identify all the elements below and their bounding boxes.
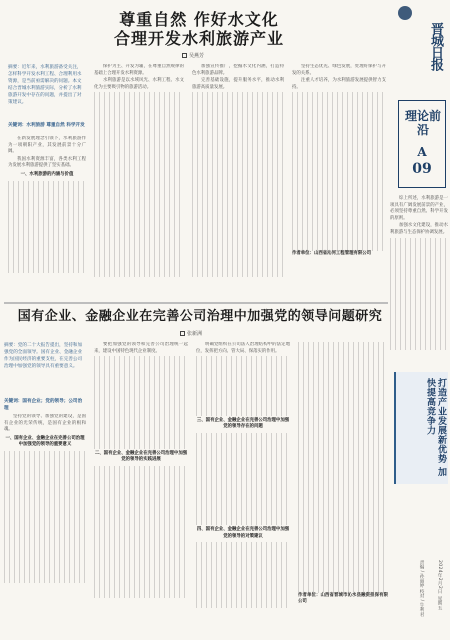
paragraph: 注重人才培养，为水利旅游发展提供智力支持。 xyxy=(292,78,386,90)
article2-column-4 xyxy=(298,342,388,636)
editor-credits: 责编 / 孙丽婷 校对 / 牛利君 xyxy=(419,560,424,617)
author-note: 作者单位：山西省晋城市沁水县融资担保有限公司 xyxy=(298,592,388,605)
sidebar-text-column xyxy=(390,196,448,350)
section-divider xyxy=(4,302,388,304)
byline-name: 张新洲 xyxy=(187,331,203,337)
paragraph: 水利旅游是以水域风光、水利工程、水文化为主要吸引物的旅游活动。 xyxy=(94,78,184,90)
article-water-tourism xyxy=(4,4,388,304)
paragraph: 要把加强党的领导和完善公司治理统一起来，建设中国特色现代企业制度。 xyxy=(94,342,188,354)
article1-column-3 xyxy=(192,64,284,302)
article1-byline xyxy=(182,52,204,59)
promo-text: 打造产业发展新优势 加快提高竞争力 xyxy=(425,378,446,477)
paragraph: 加强水文化建设，推动水利旅游与生态保护协调发展。 xyxy=(390,223,448,235)
byline-box-icon xyxy=(182,53,187,58)
paragraph: 我国水利资源丰富，各类水利工程为发展水利旅游提供了坚实基础。 xyxy=(8,156,86,169)
article2-byline xyxy=(180,330,202,337)
subheading: 一、水利旅游的内涵与价值 xyxy=(20,171,74,177)
right-sidebar xyxy=(390,0,450,640)
paragraph: 坚持党的领导、加强党的建设，是国有企业的光荣传统，是国有企业的根和魂。 xyxy=(4,414,86,433)
byline-box-icon xyxy=(180,331,185,336)
subheading: 二、国有企业、金融企业在完善公司治理中加强党的领导的实践进展 xyxy=(94,450,188,463)
article1-headline xyxy=(64,10,334,48)
author-note: 作者单位：山西省沁河工程管理有限公司 xyxy=(292,250,372,256)
masthead-title: 晋城日报 xyxy=(428,22,443,70)
headline-line1: 尊重自然 作好水文化 xyxy=(119,10,279,29)
paragraph: 保护为主、开发为辅，在尊重自然规律的基础上合理开发水利资源。 xyxy=(94,64,184,76)
paragraph: 综上所述，水利旅游是一项具有广阔发展前景的产业，必须坚持尊重自然、科学开发的原则。 xyxy=(390,196,448,221)
article2-headline: 国有企业、金融企业在完善公司治理中加强党的领导问题研究 xyxy=(17,309,383,324)
headline-line2: 合理开发水利旅游产业 xyxy=(113,29,284,48)
article1-column-4 xyxy=(292,64,386,302)
paragraph: 完善基础设施，提升服务水平，推动水利旅游高质量发展。 xyxy=(192,78,284,90)
newspaper-logo-icon xyxy=(398,6,412,20)
paragraph: 明确党组织在公司法人治理结构中的法定地位，发挥把方向、管大局、保落实的作用。 xyxy=(196,342,290,354)
subheading: 四、国有企业、金融企业在完善公司治理中加强党的领导的对策建议 xyxy=(196,527,290,539)
subheading: 三、国有企业、金融企业在完善公司治理中加强党的领导存在的问题 xyxy=(196,417,290,430)
paragraph: 坚持生态优先、绿色发展，处理好保护与开发的关系。 xyxy=(292,64,386,76)
article2-column-2 xyxy=(94,342,188,636)
paragraph: 在新发展理念引领下，水利旅游作为一项朝阳产业，其发展前景十分广阔。 xyxy=(8,136,86,155)
article2-abstract: 摘要：党的二十大报告提出，坚持和加强党的全面领导。国有企业、金融企业作为国民经济的重要支柱，在完善公司治理中加强党的领导具有重要意义。 xyxy=(4,343,83,369)
section-name: 理论前沿 xyxy=(404,109,441,137)
article1-column-1 xyxy=(8,136,86,302)
article1-keywords: 关键词：水利旅游 尊重自然 科学开发 xyxy=(8,123,85,128)
article1-abstract: 摘要：近年来，水利旅游备受关注，怎样科学开发水利工程、合理利用水资源，是当前亟需解决的问题。本文结合晋城水利旅游实际，分析了水利旅游开发中存在的问题，并提出了对策建议。 xyxy=(8,65,82,105)
masthead xyxy=(392,6,448,96)
byline-name: 吴燕芳 xyxy=(189,53,205,59)
article2-column-1 xyxy=(4,414,86,636)
subheading: 一、国有企业、金融企业在完善公司治理中加强党的领导的重要意义 xyxy=(5,435,85,448)
paragraph: 加强宣传推广，挖掘水文化内涵，打造特色水利旅游品牌。 xyxy=(192,64,284,76)
section-letter: A xyxy=(417,145,427,159)
article2-keywords: 关键词：国有企业；党的领导；公司治理 xyxy=(4,399,83,411)
article2-column-3 xyxy=(196,342,290,636)
article1-column-2 xyxy=(94,64,184,302)
page-number: 09 xyxy=(412,161,432,177)
dateline: 2024年2月2日 星期五 xyxy=(437,560,442,611)
section-label-box xyxy=(398,100,446,188)
promo-banner xyxy=(394,372,448,484)
